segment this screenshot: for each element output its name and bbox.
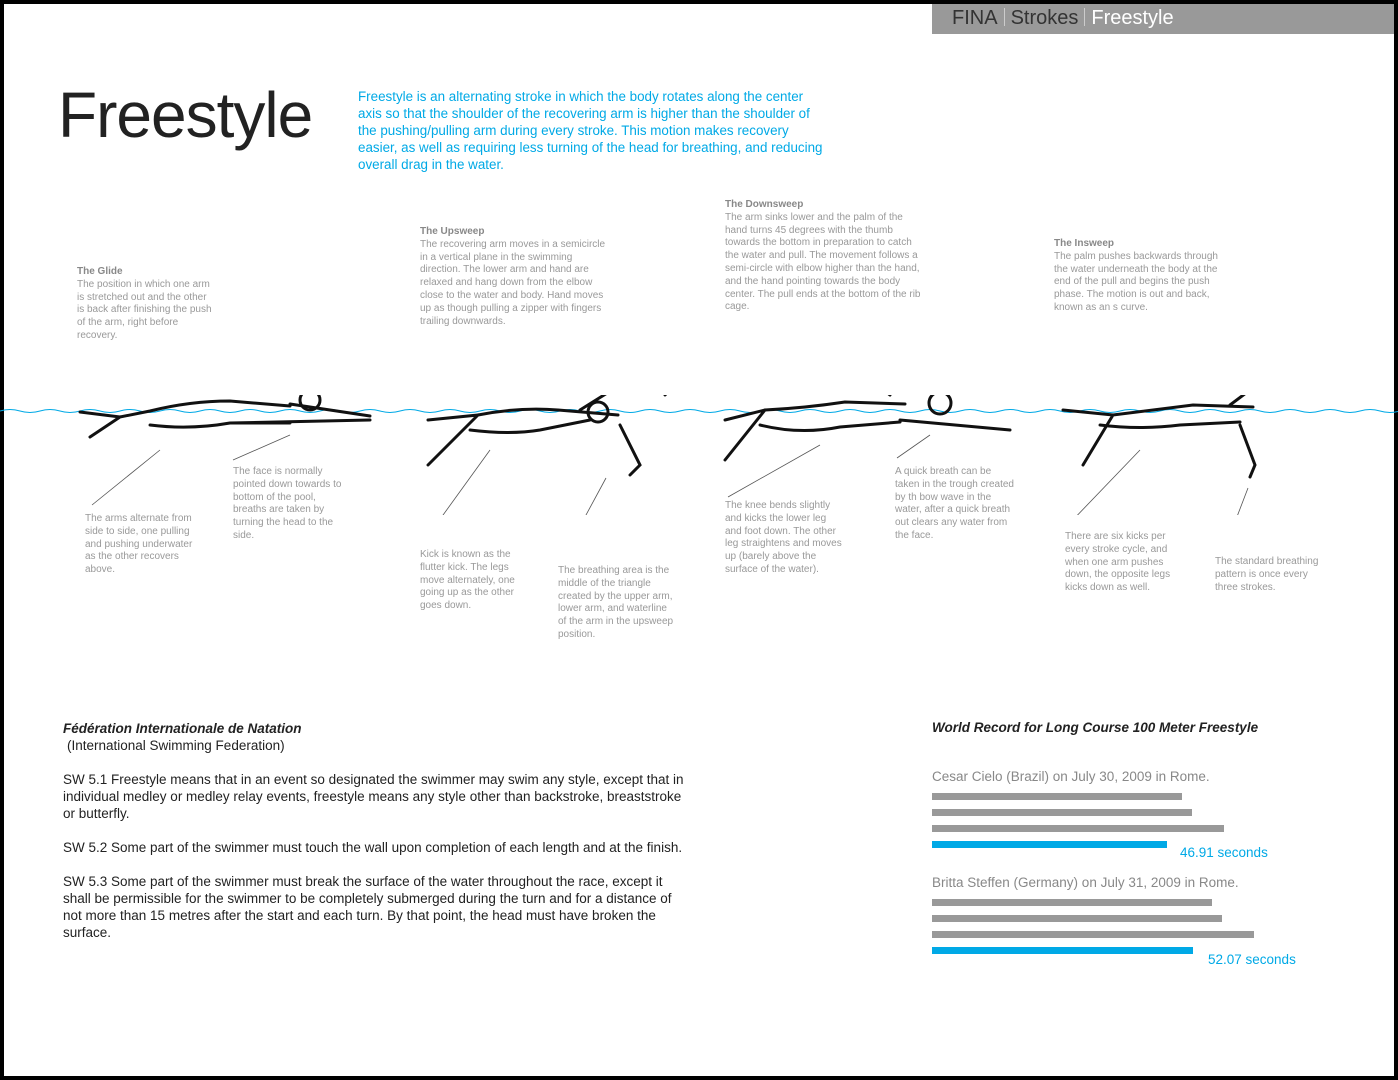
gray-bar bbox=[932, 899, 1212, 906]
federation-subtitle: (International Swimming Federation) bbox=[67, 738, 285, 753]
phase-text: The position in which one arm is stretched out and the other is back after finishing the push of the arm, right before recovery. bbox=[77, 278, 212, 341]
page-title: Freestyle bbox=[58, 79, 313, 151]
records-title: World Record for Long Course 100 Meter Freestyle bbox=[932, 720, 1259, 735]
phase-text: The palm pushes backwards through the water underneath the body at the end of the pull and begins the push phase. The motion is out and back, known as an s curve. bbox=[1054, 250, 1218, 313]
rule-sw-5-3: SW 5.3 Some part of the swimmer must break the surface of the water throughout the race, except it shall be permissible for the swimmer to be completely submerged during the turn and for a distance of not more than 15 metres after the start and each turn. By that point, the head must have broken the surface. bbox=[63, 874, 672, 940]
record-label: Cesar Cielo (Brazil) on July 30, 2009 in Rome. bbox=[932, 769, 1210, 784]
phase-downsweep bbox=[725, 199, 925, 314]
rule-sw-5-1: SW 5.1 Freestyle means that in an event so designated the swimmer may swim any style, except that in individual medley or medley relay events, freestyle means any style other than backstroke, breaststroke or butterfly. bbox=[63, 772, 684, 821]
phase-glide bbox=[77, 266, 212, 343]
divider bbox=[1004, 8, 1005, 26]
intro-text: Freestyle is an alternating stroke in which the body rotates along the center axis so that the shoulder of the recovering arm is higher than the shoulder of the pushing/pulling arm during every stroke. This motion makes recovery easier, as well as requiring less turning of the head for breathing, and reducing overall drag in the water. bbox=[358, 89, 823, 172]
federation-name: Fédération Internationale de Natation bbox=[63, 721, 302, 736]
note-breathing-pattern: The standard breathing pattern is once every three strokes. bbox=[1215, 556, 1319, 593]
swimmers-illustration bbox=[0, 395, 1398, 515]
phase-upsweep bbox=[420, 226, 612, 328]
record-time: 46.91 seconds bbox=[1180, 845, 1268, 860]
phase-title: The Downsweep bbox=[725, 199, 804, 210]
phase-text: The arm sinks lower and the palm of the hand turns 45 degrees with the thumb towards the bottom in preparation to catch the water and pull. The movement follows a semi-circle with elbow higher than the hand, and the hand pointing towards the body center. The pull ends at the bottom of the rib cage. bbox=[725, 211, 921, 313]
note-face: The face is normally pointed down towards to bottom of the pool, breaths are taken by turning the head to the side. bbox=[233, 466, 342, 541]
record-time-bar bbox=[932, 947, 1193, 954]
record-time-bar bbox=[932, 841, 1167, 848]
swimmer-insweep bbox=[1063, 395, 1320, 477]
federation-rules bbox=[63, 720, 693, 958]
record-steffen bbox=[932, 875, 1372, 965]
breadcrumb-fina[interactable]: FINA bbox=[952, 7, 998, 29]
divider bbox=[1084, 8, 1085, 26]
note-kick: Kick is known as the flutter kick. The legs move alternately, one going up as the other goes down. bbox=[420, 549, 515, 612]
breadcrumb-strokes[interactable]: Strokes bbox=[1010, 7, 1079, 29]
note-arms: The arms alternate from side to side, one pulling and pushing underwater as the other recovers above. bbox=[85, 513, 193, 576]
record-time: 52.07 seconds bbox=[1208, 952, 1296, 967]
breadcrumb-freestyle: Freestyle bbox=[1091, 7, 1174, 29]
swimmer-upsweep bbox=[428, 395, 675, 475]
rule-sw-5-2: SW 5.2 Some part of the swimmer must touch the wall upon completion of each length and at the finish. bbox=[63, 840, 683, 855]
note-quick-breath: A quick breath can be taken in the trough created by th bow wave in the water, after a quick breath out clears any water from the face. bbox=[895, 466, 1014, 541]
record-cielo bbox=[932, 769, 1372, 859]
phase-title: The Insweep bbox=[1054, 238, 1115, 249]
record-label: Britta Steffen (Germany) on July 31, 2009 in Rome. bbox=[932, 875, 1239, 890]
swimmer-downsweep bbox=[725, 395, 1010, 460]
phase-insweep bbox=[1054, 238, 1229, 315]
gray-bar bbox=[932, 825, 1224, 832]
phase-title: The Glide bbox=[77, 266, 123, 277]
gray-bar bbox=[932, 931, 1254, 938]
note-breathing-area: The breathing area is the middle of the triangle created by the upper arm, lower arm, and waterline of the arm in the upsweep position. bbox=[558, 565, 674, 640]
gray-bar bbox=[932, 915, 1222, 922]
swimmer-glide bbox=[80, 395, 370, 437]
world-records bbox=[932, 720, 1372, 965]
gray-bar bbox=[932, 809, 1192, 816]
phase-text: The recovering arm moves in a semicircle in a vertical plane in the swimming direction. The lower arm and hand are relaxed and hang down from the elbow close to the water and body. Hand moves up as though pulling a zipper with fingers trailing downwards. bbox=[420, 238, 606, 327]
water-line bbox=[0, 410, 1398, 413]
breadcrumb bbox=[932, 4, 1394, 34]
note-six-kicks: There are six kicks per every stroke cycle, and when one arm pushes down, the opposite legs kicks down as well. bbox=[1065, 531, 1171, 594]
note-knee: The knee bends slightly and kicks the lower leg and foot down. The other leg straightens and moves up (barely above the surface of the water). bbox=[725, 500, 842, 575]
gray-bar bbox=[932, 793, 1182, 800]
phase-title: The Upsweep bbox=[420, 226, 485, 237]
